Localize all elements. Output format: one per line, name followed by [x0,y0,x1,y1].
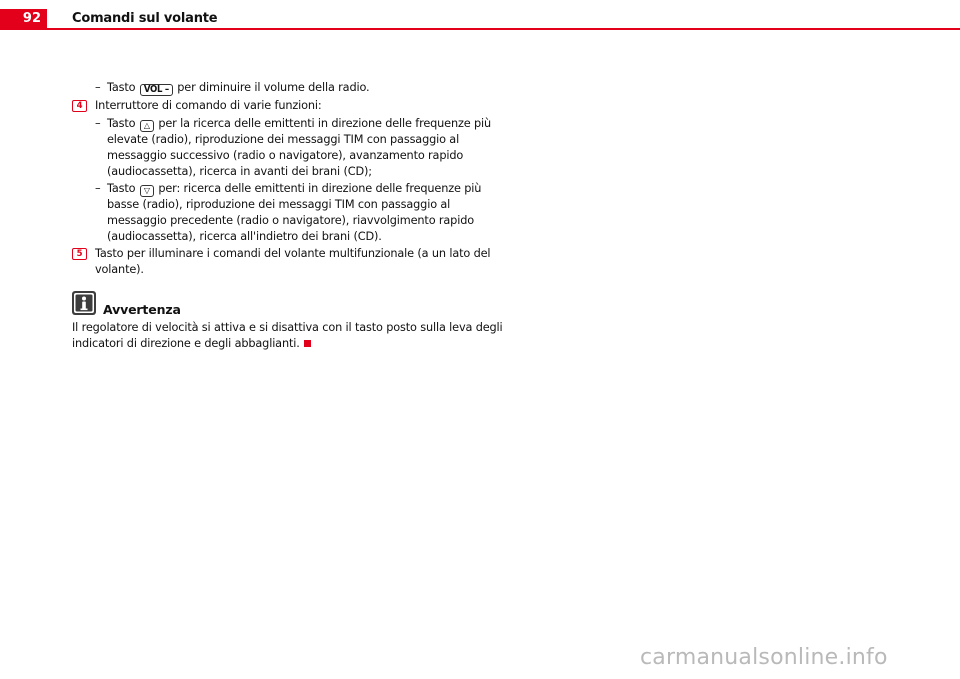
callout-marker-4: 4 [72,100,87,112]
callout-marker-5: 5 [72,248,87,260]
vol-item-prefix: Tasto [107,81,136,94]
end-of-section-icon [304,340,311,347]
page-number: 92 [0,9,47,28]
vol-minus-key: VOL – [140,84,173,96]
up-key-text: messaggio successivo (radio o navigatore), avanzamento rapido [107,149,464,162]
note-text: indicatori di direzione e degli abbaglianti. [72,337,300,350]
down-key-text: basse (radio), riproduzione dei messaggi TIM con passaggio al [107,198,451,211]
bullet-dash: – [95,117,101,130]
info-note-icon [72,291,96,315]
bullet-dash: – [95,81,101,94]
page-title: Comandi sul volante [72,11,218,26]
down-key-prefix: Tasto [107,182,136,195]
down-key-text: (audiocassetta), ricerca all'indietro dei brani (CD). [107,230,382,243]
vol-item-text [107,80,369,96]
down-key-text: per: ricerca delle emittenti in direzione delle frequenze più [158,182,482,195]
down-key-line-1 [107,181,481,197]
up-key-line-1 [107,116,491,132]
note-text: Il regolatore di velocità si attiva e si disattiva con il tasto posto sulla leva degli [72,321,503,334]
up-key-prefix: Tasto [107,117,136,130]
up-arrow-key-icon: △ [140,120,154,132]
up-key-text: (audiocassetta), ricerca in avanti dei brani (CD); [107,165,372,178]
item5-text: Tasto per illuminare i comandi del volante multifunzionale (a un lato del [95,247,491,260]
down-arrow-key-icon: ▽ [140,185,154,197]
item5-text: volante). [95,263,144,276]
up-key-text: per la ricerca delle emittenti in direzione delle frequenze più [158,117,491,130]
watermark: carmanualsonline.info [640,645,888,670]
down-key-text: messaggio precedente (radio o navigatore), riavvolgimento rapido [107,214,474,227]
note-text-last [72,336,311,352]
bullet-dash: – [95,182,101,195]
up-key-text: elevate (radio), riproduzione dei messaggi TIM con passaggio al [107,133,460,146]
item4-intro: Interruttore di comando di varie funzioni: [95,99,322,112]
note-heading: Avvertenza [103,302,181,317]
vol-item-description: per diminuire il volume della radio. [177,81,370,94]
